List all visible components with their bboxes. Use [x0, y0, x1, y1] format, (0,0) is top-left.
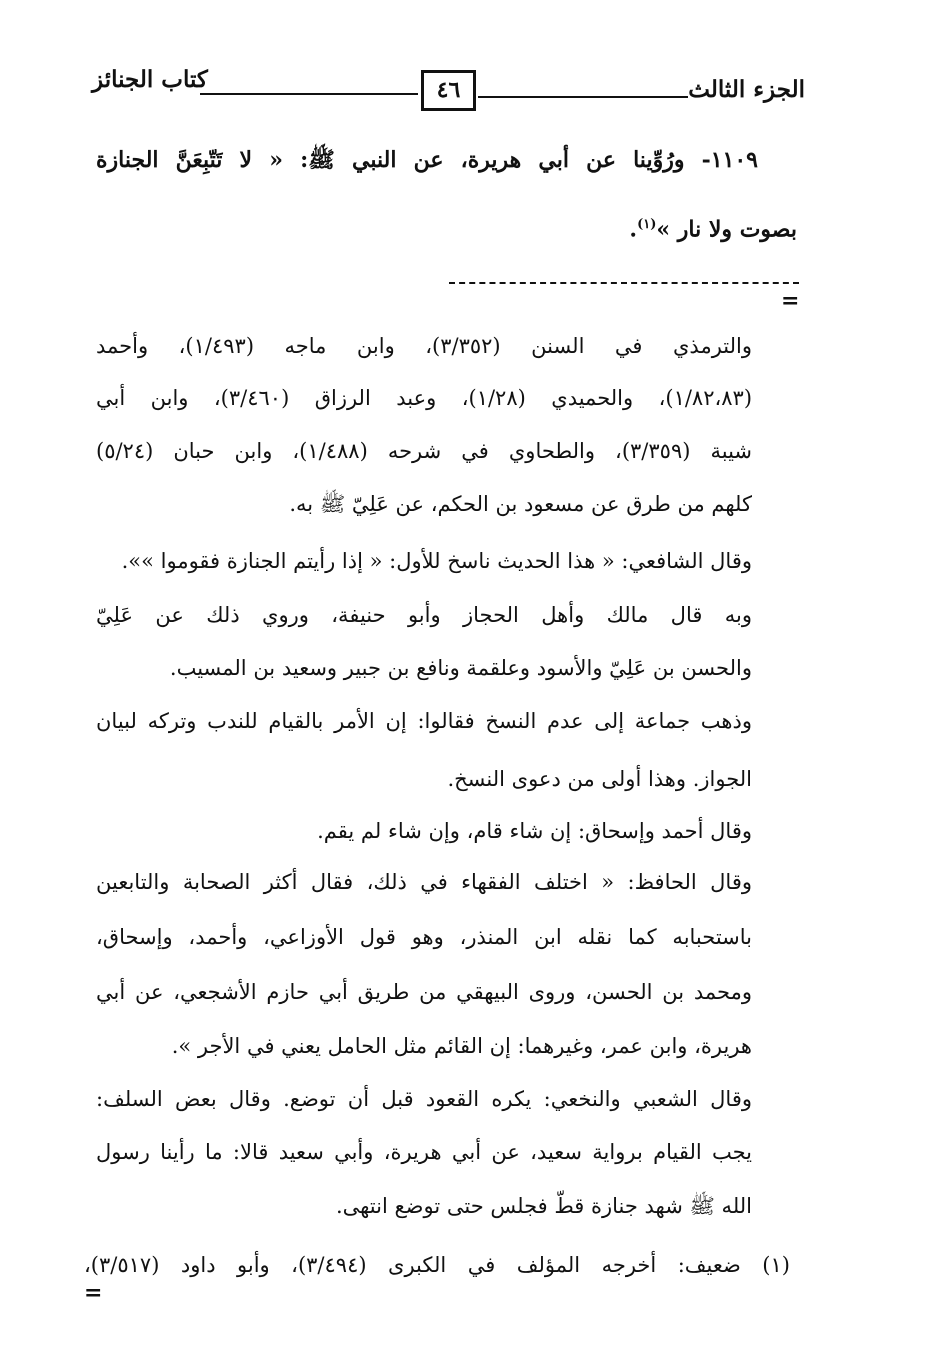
header-rule-right	[478, 96, 688, 98]
commentary-line: وقال الحافظ: « اختلف الفقهاء في ذلك، فقال أكثر الصحابة والتابعين	[96, 870, 752, 894]
commentary-line: الله ﷺ شهد جنازة قطّ فجلس حتى توضع انتهى.	[335, 1194, 752, 1218]
commentary-line: والترمذي في السنن (٣/٣٥٢)، وابن ماجه (١/٤٩٣)، وأحمد	[96, 334, 752, 358]
commentary-line: وبه قال مالك وأهل الحجاز وأبو حنيفة، وروي ذلك عن عَلِيّ	[96, 603, 752, 627]
page-number-box: ٤٦	[421, 70, 476, 111]
commentary-line: والحسن بن عَلِيّ والأسود وعلقمة ونافع بن جبير وسعيد بن المسيب.	[169, 656, 752, 680]
hadith-line-1: ١١٠٩- ورُوِّينا عن أبي هريرة، عن النبي ﷺ: « لا تَتّبِعَنَّ الجنازة	[96, 147, 758, 173]
header-rule-left	[200, 93, 418, 95]
commentary-line: شيبة (٣/٣٥٩)، والطحاوي في شرحه (١/٤٨٨)، وابن حبان (٥/٢٤)	[96, 439, 752, 463]
commentary-line	[122, 545, 752, 577]
shafii-quote: وقال الشافعي: « هذا الحديث ناسخ للأول: « إذا رأيتم الجنازة فقوموا »».	[121, 549, 752, 573]
commentary-line: يجب القيام برواية سعيد، عن أبي هريرة، وأبي سعيد قالا: ما رأينا رسول	[96, 1140, 752, 1164]
footnote-separator-dashed	[449, 282, 799, 284]
running-header-book-title: كتاب الجنائز	[92, 66, 208, 93]
footnote-1: (١) ضعيف: أخرجه المؤلف في الكبرى (٣/٤٩٤)، وأبو داود (٣/٥١٧)،	[84, 1253, 790, 1277]
running-header-part: الجزء الثالث	[688, 76, 805, 103]
continuation-mark-bottom: =	[84, 1280, 103, 1306]
commentary-line: وقال الشعبي والنخعي: يكره القعود قبل أن توضع. وقال بعض السلف:	[96, 1087, 752, 1111]
commentary-line: (١/٨٢،٨٣)، والحميدي (١/٢٨)، وعبد الرزاق (٣/٤٦٠)، وابن أبي	[96, 386, 753, 410]
commentary-line: الجواز. وهذا أولى من دعوى النسخ.	[447, 767, 752, 791]
hadith-line-2	[629, 209, 797, 245]
footnote-reference: (١)	[637, 217, 657, 232]
hadith-line-2-text: بصوت ولا نار »	[656, 216, 797, 243]
commentary-line: ومحمد بن الحسن، وروى البيهقي من طريق أبي حازم الأشجعي، عن أبي	[96, 980, 752, 1004]
commentary-line: وذهب جماعة إلى عدم النسخ فقالوا: إن الأمر بالقيام للندب وتركه لبيان	[96, 709, 752, 733]
commentary-line: كلهم من طرق عن مسعود بن الحكم، عن عَلِيّ ﷺ به.	[289, 492, 752, 516]
continuation-mark-top: =	[781, 288, 800, 314]
commentary-line: باستحبابه كما نقله ابن المنذر، وهو قول الأوزاعي، وأحمد، وإسحاق،	[96, 925, 752, 949]
commentary-line: هريرة، وابن عمر، وغيرهما: إن القائم مثل الحامل يعني في الأجر ».	[171, 1034, 752, 1058]
hadith-line-2-end: .	[629, 216, 638, 243]
commentary-line: وقال أحمد وإسحاق: إن شاء قام، وإن شاء لم يقم.	[317, 819, 752, 843]
